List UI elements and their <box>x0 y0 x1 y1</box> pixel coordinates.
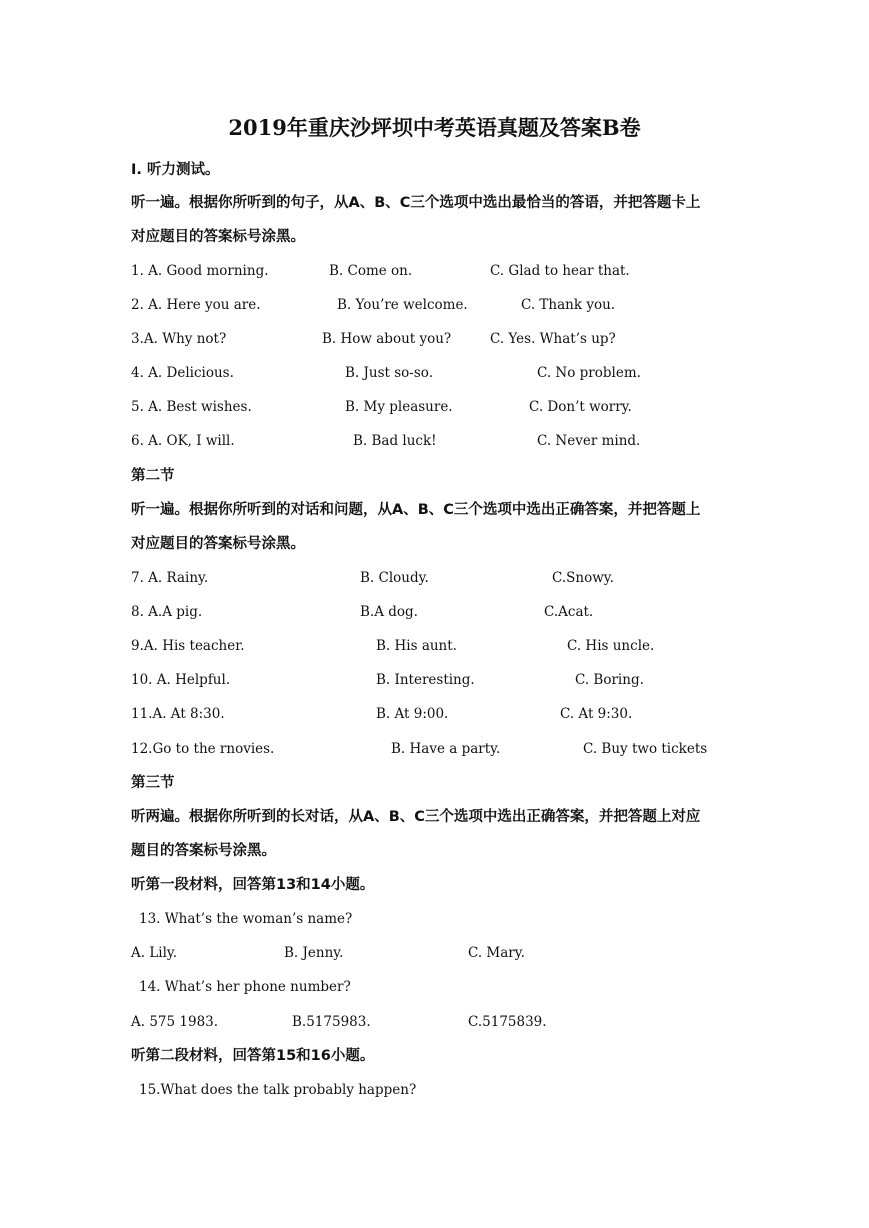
q14-option-a: A. 575 1983. <box>131 1014 219 1030</box>
q14-question: 14. What’s her phone number? <box>139 979 351 995</box>
q14-option-b: B.5175983. <box>292 1014 371 1030</box>
q1-option-a: 1. A. Good morning. <box>131 263 269 279</box>
section2-heading: 第二节 <box>131 468 175 484</box>
q7-option-b: B. Cloudy. <box>360 570 429 586</box>
q8-option-a: 8. A.A pig. <box>131 604 203 620</box>
section1-instruction-line2: 对应题目的答案标号涂黑。 <box>131 229 305 245</box>
q2-option-c: C. Thank you. <box>521 297 616 313</box>
q5-option-b: B. My pleasure. <box>345 399 453 415</box>
q9-option-a: 9.A. His teacher. <box>131 638 245 654</box>
q11-option-a: 11.A. At 8:30. <box>131 706 225 722</box>
q4-option-a: 4. A. Delicious. <box>131 365 234 381</box>
section1-instruction-line1: 听一遍。根据你所听到的句子，从A、B、C三个选项中选出最恰当的答语，并把答题卡上 <box>131 195 701 211</box>
q13-option-c: C. Mary. <box>468 945 525 961</box>
q14-option-c: C.5175839. <box>468 1014 547 1030</box>
q3-option-b: B. How about you? <box>322 331 452 347</box>
section3-part1-label: 听第一段材料，回答第13和14小题。 <box>131 877 375 893</box>
q4-option-b: B. Just so-so. <box>345 365 433 381</box>
q6-option-b: B. Bad luck! <box>353 433 437 449</box>
q9-option-c: C. His uncle. <box>567 638 655 654</box>
section3-instruction-line2: 题目的答案标号涂黑。 <box>131 843 276 859</box>
document-title: 2019年重庆沙坪坝中考英语真题及答案B卷 <box>228 115 641 140</box>
q13-option-b: B. Jenny. <box>284 945 344 961</box>
q1-option-c: C. Glad to hear that. <box>490 263 630 279</box>
q6-option-a: 6. A. OK, I will. <box>131 433 235 449</box>
q12-option-b: B. Have a party. <box>391 741 501 757</box>
q10-option-a: 10. A. Helpful. <box>131 672 231 688</box>
q11-option-b: B. At 9:00. <box>376 706 449 722</box>
q3-option-a: 3.A. Why not? <box>131 331 227 347</box>
section3-part2-label: 听第二段材料，回答第15和16小题。 <box>131 1048 375 1064</box>
section2-instruction-line1: 听一遍。根据你所听到的对话和问题，从A、B、C三个选项中选出正确答案，并把答题上 <box>131 502 701 518</box>
q7-option-a: 7. A. Rainy. <box>131 570 209 586</box>
section2-instruction-line2: 对应题目的答案标号涂黑。 <box>131 536 305 552</box>
q9-option-b: B. His aunt. <box>376 638 457 654</box>
q6-option-c: C. Never mind. <box>537 433 641 449</box>
q13-question: 13. What’s the woman’s name? <box>139 911 353 927</box>
q1-option-b: B. Come on. <box>329 263 413 279</box>
q4-option-c: C. No problem. <box>537 365 641 381</box>
q15-question: 15.What does the talk probably happen? <box>139 1082 417 1098</box>
section3-instruction-line1: 听两遍。根据你所听到的长对话，从A、B、C三个选项中选出正确答案，并把答题上对应 <box>131 809 701 825</box>
q8-option-b: B.A dog. <box>360 604 418 620</box>
q13-option-a: A. Lily. <box>131 945 178 961</box>
q8-option-c: C.Acat. <box>544 604 594 620</box>
q5-option-a: 5. A. Best wishes. <box>131 399 252 415</box>
q12-option-c: C. Buy two tickets <box>583 741 708 757</box>
q12-option-a: 12.Go to the rnovies. <box>131 741 275 757</box>
section3-heading: 第三节 <box>131 775 175 791</box>
section1-heading: I. 听力测试。 <box>131 162 220 178</box>
q2-option-a: 2. A. Here you are. <box>131 297 261 313</box>
q7-option-c: C.Snowy. <box>552 570 614 586</box>
q2-option-b: B. You’re welcome. <box>337 297 468 313</box>
q10-option-b: B. Interesting. <box>376 672 475 688</box>
q3-option-c: C. Yes. What’s up? <box>490 331 616 347</box>
q10-option-c: C. Boring. <box>575 672 644 688</box>
q5-option-c: C. Don’t worry. <box>529 399 632 415</box>
q11-option-c: C. At 9:30. <box>560 706 633 722</box>
